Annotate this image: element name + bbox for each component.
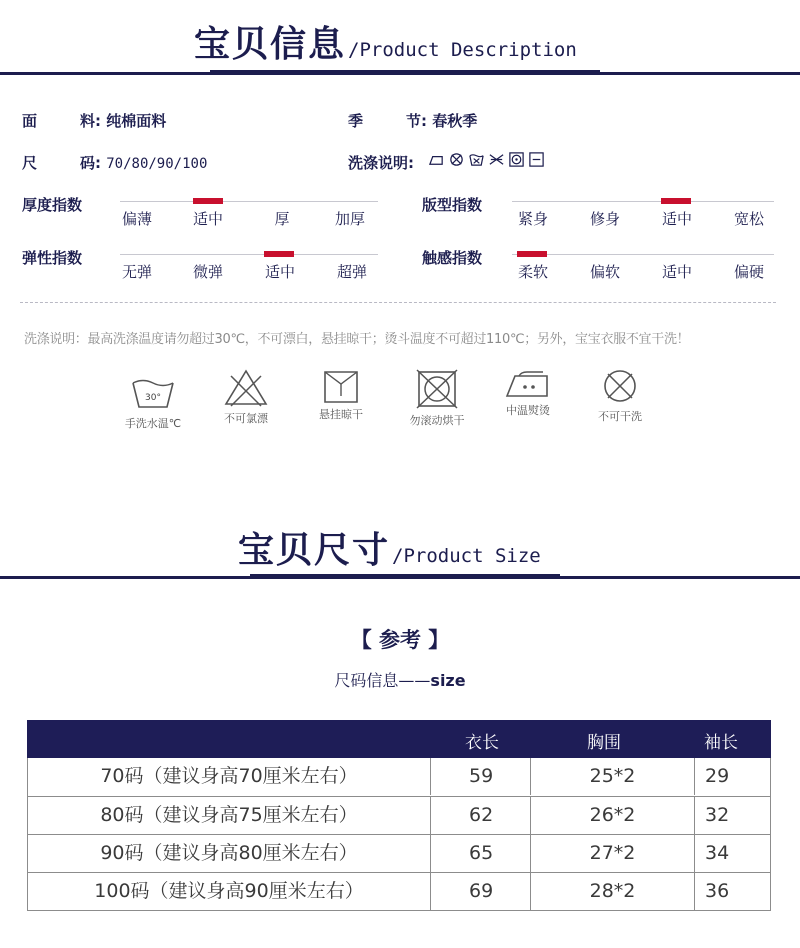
section-title-cn: 宝贝信息 [194, 24, 347, 65]
header-chest: 胸围 [587, 733, 621, 753]
scale-thickness-indicator [193, 198, 223, 204]
care-icon-no-dry-clean [575, 366, 665, 424]
iron-medium-icon [503, 370, 553, 400]
size-cell: 80码（建议身高75厘米左右） [28, 797, 431, 834]
reference-title: 【 参考 】 [350, 628, 450, 652]
wash-tub-icon [468, 151, 485, 168]
scale-fit-indicator [661, 198, 691, 204]
care-caption-handwash: 手洗水温℃ [124, 417, 182, 430]
scale-elasticity-option-3: 适中 [264, 263, 296, 281]
care-caption-no-bleach: 不可氯漂 [224, 412, 268, 425]
size-cell: 90码（建议身高80厘米左右） [28, 835, 431, 872]
no-tumble-dry-icon [415, 368, 459, 410]
length-cell: 65 [431, 835, 531, 872]
scale-fit-track [512, 201, 774, 202]
sleeve-cell: 32 [705, 804, 730, 826]
scale-fit-option-4: 宽松 [733, 210, 765, 228]
length-cell: 69 [431, 873, 531, 910]
size-table [27, 720, 771, 911]
sleeve-cell: 34 [705, 842, 730, 864]
attr-wash [348, 152, 414, 173]
divider-rule-accent [210, 70, 600, 75]
scale-feel-option-3: 适中 [661, 263, 693, 281]
attr-material-value: 纯棉面料 [106, 112, 167, 130]
reference-subtitle: 尺码信息——size [334, 671, 466, 690]
care-icon-handwash [108, 375, 198, 431]
scale-feel-option-4: 偏硬 [733, 263, 765, 281]
scale-thickness-option-1: 偏薄 [121, 210, 153, 228]
chest-cell: 28*2 [531, 873, 695, 910]
care-caption-iron: 中温熨烫 [506, 404, 550, 417]
dashed-divider [20, 302, 776, 303]
scale-feel-indicator [517, 251, 547, 257]
scale-elasticity-track [120, 254, 378, 255]
scale-elasticity-indicator [264, 251, 294, 257]
scale-feel-label: 触感指数 [422, 249, 483, 267]
care-caption-no-tumble: 勿滚动烘干 [409, 414, 465, 427]
care-icon-no-tumble [392, 368, 482, 428]
scale-elasticity-label: 弹性指数 [22, 249, 83, 267]
care-caption-hang-dry: 悬挂晾干 [319, 408, 363, 421]
scale-elasticity-option-4: 超弹 [336, 263, 368, 281]
section-title-en: /Product Description [348, 39, 577, 61]
chest-cell: 27*2 [531, 835, 695, 872]
table-row [28, 834, 770, 872]
no-wring-icon [488, 151, 505, 168]
no-dry-clean-icon [600, 366, 640, 406]
product-description-heading [194, 16, 577, 67]
size-cell: 70码（建议身高70厘米左右） [28, 758, 431, 795]
scale-fit-option-2: 修身 [589, 210, 621, 228]
care-instructions-text: 洗涤说明：最高洗涤温度请勿超过30℃，不可漂白，悬挂晾干；烫斗温度不可超过110℃；另外，宝宝衣服不宜干洗！ [24, 332, 690, 347]
size-section-title-cn: 宝贝尺寸 [238, 530, 391, 571]
scale-thickness-label: 厚度指数 [22, 196, 83, 214]
attr-material: 面 料: 纯棉面料 [22, 112, 167, 130]
attr-size: 尺 码: 70/80/90/100 [22, 154, 208, 172]
tumble-dry-icon [508, 151, 525, 168]
divider-rule-accent [250, 574, 560, 579]
wash-mini-icons [428, 151, 545, 168]
table-row [28, 872, 770, 910]
scale-thickness-option-4: 加厚 [334, 210, 366, 228]
iron-icon [428, 151, 445, 168]
attr-season: 季 节: 春秋季 [348, 112, 478, 130]
attr-season-value: 春秋季 [432, 112, 478, 130]
scale-fit-option-1: 紧身 [517, 210, 549, 228]
scale-thickness-option-2: 适中 [192, 210, 224, 228]
scale-fit-label: 版型指数 [422, 196, 483, 214]
length-cell: 59 [431, 758, 531, 795]
care-caption-no-dry-clean: 不可干洗 [598, 410, 642, 423]
size-section-title-en: /Product Size [392, 545, 541, 567]
table-header [27, 720, 771, 758]
chest-cell: 25*2 [531, 758, 695, 795]
scale-feel-option-1: 柔软 [517, 263, 549, 281]
care-icon-iron [483, 370, 573, 418]
product-size-heading [238, 522, 541, 573]
size-cell: 100码（建议身高90厘米左右） [28, 873, 431, 910]
handwash-temp-mark: 30° [145, 393, 161, 403]
no-bleach-mini-icon [448, 151, 465, 168]
scale-thickness-track [120, 201, 378, 202]
table-row [28, 796, 770, 834]
sleeve-cell: 29 [705, 765, 730, 787]
scale-elasticity-option-1: 无弹 [121, 263, 153, 281]
scale-fit-option-3: 适中 [661, 210, 693, 228]
header-length: 衣长 [465, 733, 499, 753]
care-icon-no-bleach [201, 368, 291, 426]
wash-label: 洗涤说明: [348, 154, 414, 172]
flat-dry-icon [528, 151, 545, 168]
handwash-icon [129, 375, 177, 413]
header-sleeve: 袖长 [704, 733, 738, 753]
sleeve-cell: 36 [705, 880, 730, 902]
attr-size-value: 70/80/90/100 [106, 156, 208, 172]
care-icon-hang-dry [296, 368, 386, 422]
length-cell: 62 [431, 797, 531, 834]
table-body [27, 758, 771, 911]
table-row [28, 758, 770, 796]
hang-dry-icon [319, 368, 363, 404]
no-bleach-icon [223, 368, 269, 408]
chest-cell: 26*2 [531, 797, 695, 834]
scale-thickness-option-3: 厚 [274, 210, 290, 228]
scale-feel-option-2: 偏软 [589, 263, 621, 281]
scale-elasticity-option-2: 微弹 [192, 263, 224, 281]
scale-feel-track [512, 254, 774, 255]
